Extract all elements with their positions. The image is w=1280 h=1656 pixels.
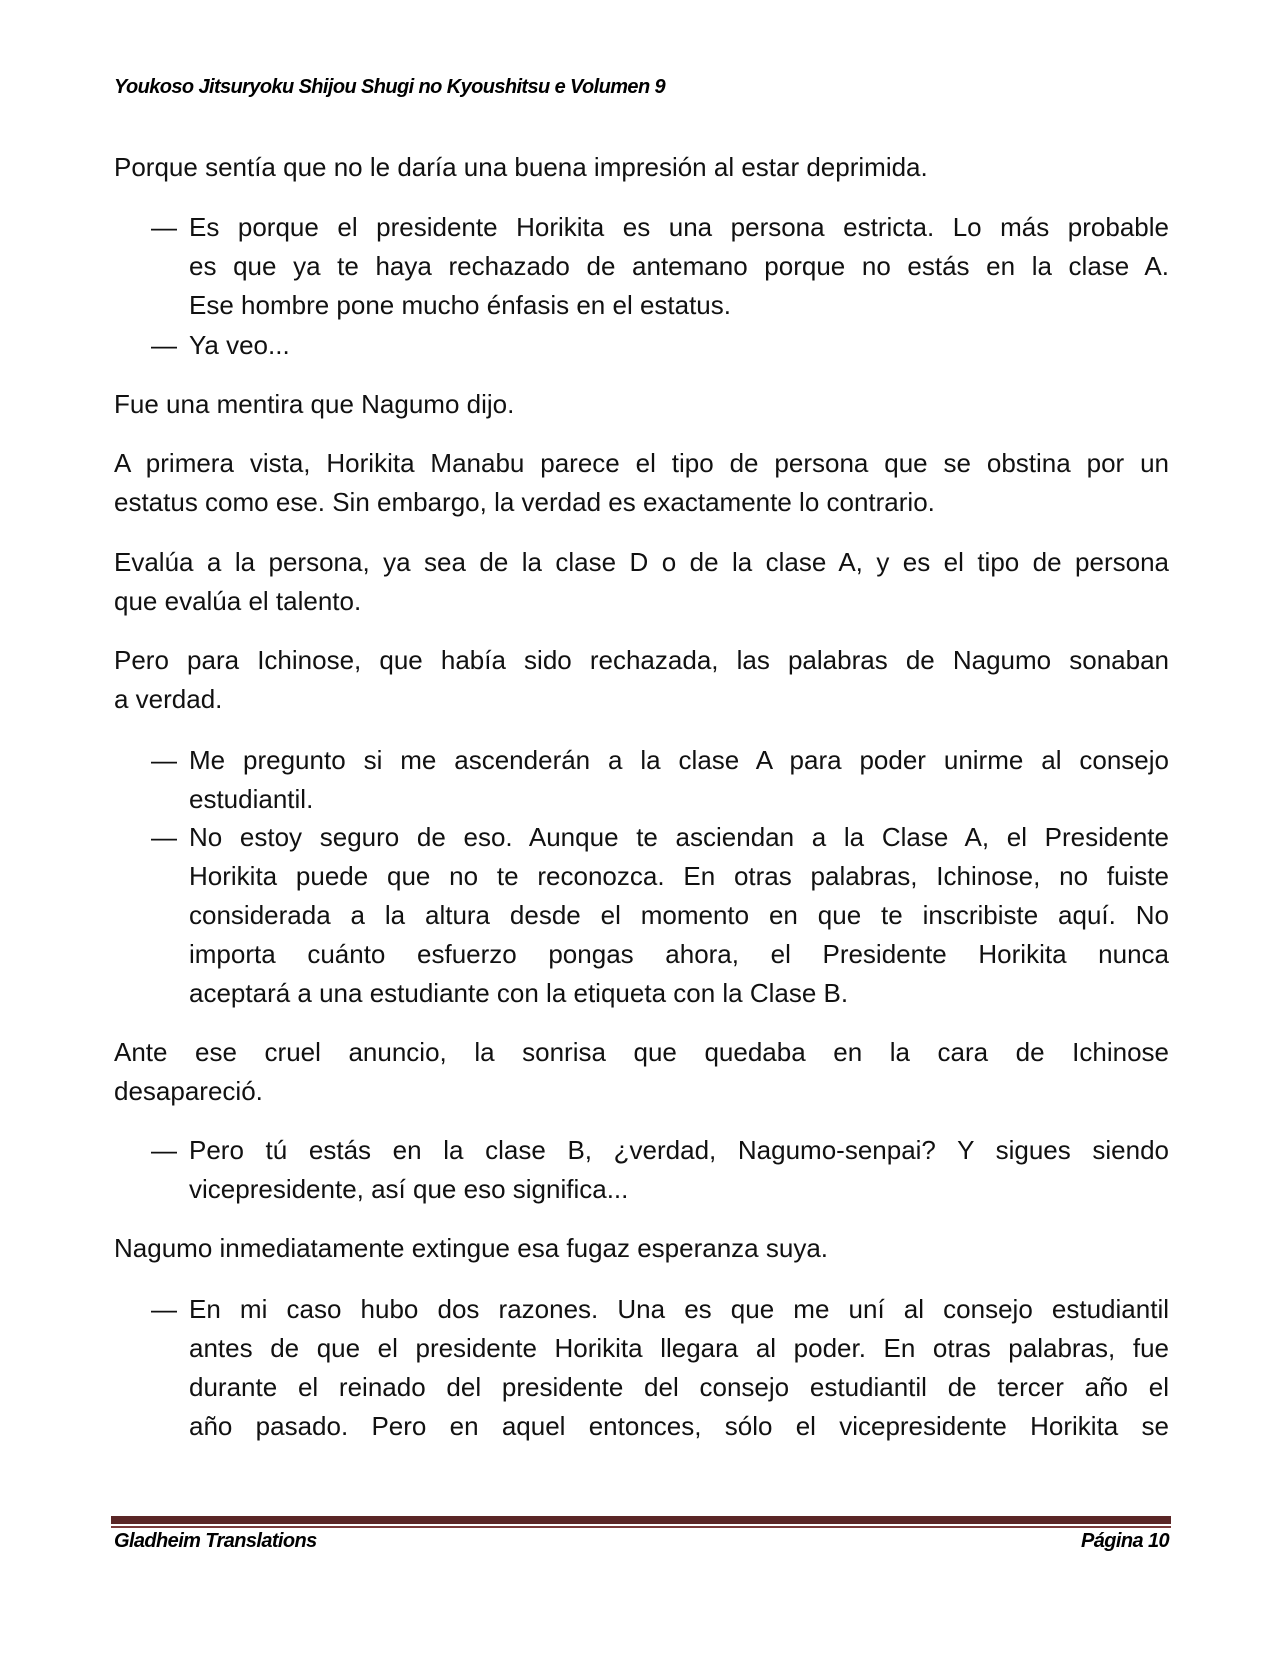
running-header: Youkoso Jitsuryoku Shijou Shugi no Kyoushitsu e Volumen 9 [114,76,666,98]
text-line [151,1170,1169,1209]
line-text: Es porque el presidente Horikita es una persona estricta. Lo más probable [189,212,1169,242]
em-dash: — [151,212,177,242]
text-line [151,247,1169,286]
line-text: que evalúa el talento. [114,586,362,616]
text-line [114,483,1169,522]
dialogue-line [151,208,1169,325]
line-text: durante el reinado del presidente del consejo estudiantil de tercer año el [189,1372,1169,1402]
text-line [151,1329,1169,1368]
text-line [114,1033,1169,1072]
line-text: No estoy seguro de eso. Aunque te asciendan a la Clase A, el Presidente [189,822,1169,852]
line-text: A primera vista, Horikita Manabu parece el tipo de persona que se obstina por un [114,448,1169,478]
text-line [151,780,1169,819]
text-line [151,818,1169,857]
footer-rule-thin [111,1526,1171,1528]
em-dash: — [151,822,177,852]
line-text: Me pregunto si me ascenderán a la clase A para poder unirme al consejo [189,745,1169,775]
em-dash: — [151,330,177,360]
text-line [151,857,1169,896]
text-line [114,680,1169,719]
line-text: Ante ese cruel anuncio, la sonrisa que quedaba en la cara de Ichinose [114,1037,1169,1067]
text-line [114,1229,1169,1268]
line-text: Horikita puede que no te reconozca. En otras palabras, Ichinose, no fuiste [189,861,1169,891]
text-line [151,896,1169,935]
dialogue-line [151,818,1169,1013]
text-line [151,1407,1169,1446]
line-text: importa cuánto esfuerzo pongas ahora, el Presidente Horikita nunca [189,939,1169,969]
text-line [151,935,1169,974]
dialogue-line [151,326,1169,365]
paragraph [114,1033,1169,1111]
paragraph [114,1229,1169,1268]
em-dash: — [151,1294,177,1324]
line-text: estudiantil. [189,784,314,814]
line-text: Porque sentía que no le daría una buena impresión al estar deprimida. [114,152,928,182]
dialogue-line [151,1290,1169,1446]
text-line [151,741,1169,780]
text-line [151,286,1169,325]
paragraph [114,148,1169,187]
line-text: desapareció. [114,1076,263,1106]
text-line [114,1072,1169,1111]
text-line [114,444,1169,483]
line-text: es que ya te haya rechazado de antemano porque no estás en la clase A. [189,251,1169,281]
line-text: vicepresidente, así que eso significa... [189,1174,629,1204]
line-text: Ese hombre pone mucho énfasis en el estatus. [189,290,731,320]
text-line [114,543,1169,582]
text-line [114,148,1169,187]
text-line [151,974,1169,1013]
page-number: Página 10 [1081,1530,1169,1552]
text-line [151,1131,1169,1170]
text-line [151,208,1169,247]
line-text: a verdad. [114,684,223,714]
text-line [151,326,1169,365]
paragraph [114,543,1169,621]
line-text: antes de que el presidente Horikita llegara al poder. En otras palabras, fue [189,1333,1169,1363]
text-line [151,1368,1169,1407]
text-line [114,582,1169,621]
text-line [114,641,1169,680]
footer-rule [111,1516,1171,1524]
line-text: aceptará a una estudiante con la etiqueta con la Clase B. [189,978,849,1008]
line-text: Evalúa a la persona, ya sea de la clase D o de la clase A, y es el tipo de persona [114,547,1169,577]
paragraph [114,641,1169,719]
paragraph [114,385,1169,424]
dialogue-line [151,741,1169,819]
paragraph [114,444,1169,522]
line-text: Pero para Ichinose, que había sido rechazada, las palabras de Nagumo sonaban [114,645,1169,675]
line-text: Fue una mentira que Nagumo dijo. [114,389,515,419]
em-dash: — [151,745,177,775]
em-dash: — [151,1135,177,1165]
line-text: estatus como ese. Sin embargo, la verdad es exactamente lo contrario. [114,487,935,517]
line-text: Ya veo... [189,330,290,360]
footer-credit: Gladheim Translations [114,1530,317,1552]
dialogue-line [151,1131,1169,1209]
line-text: Pero tú estás en la clase B, ¿verdad, Nagumo-senpai? Y sigues siendo [189,1135,1169,1165]
line-text: año pasado. Pero en aquel entonces, sólo el vicepresidente Horikita se [189,1411,1169,1441]
line-text: Nagumo inmediatamente extingue esa fugaz esperanza suya. [114,1233,828,1263]
text-line [151,1290,1169,1329]
line-text: En mi caso hubo dos razones. Una es que me uní al consejo estudiantil [189,1294,1169,1324]
line-text: considerada a la altura desde el momento en que te inscribiste aquí. No [189,900,1169,930]
text-line [114,385,1169,424]
